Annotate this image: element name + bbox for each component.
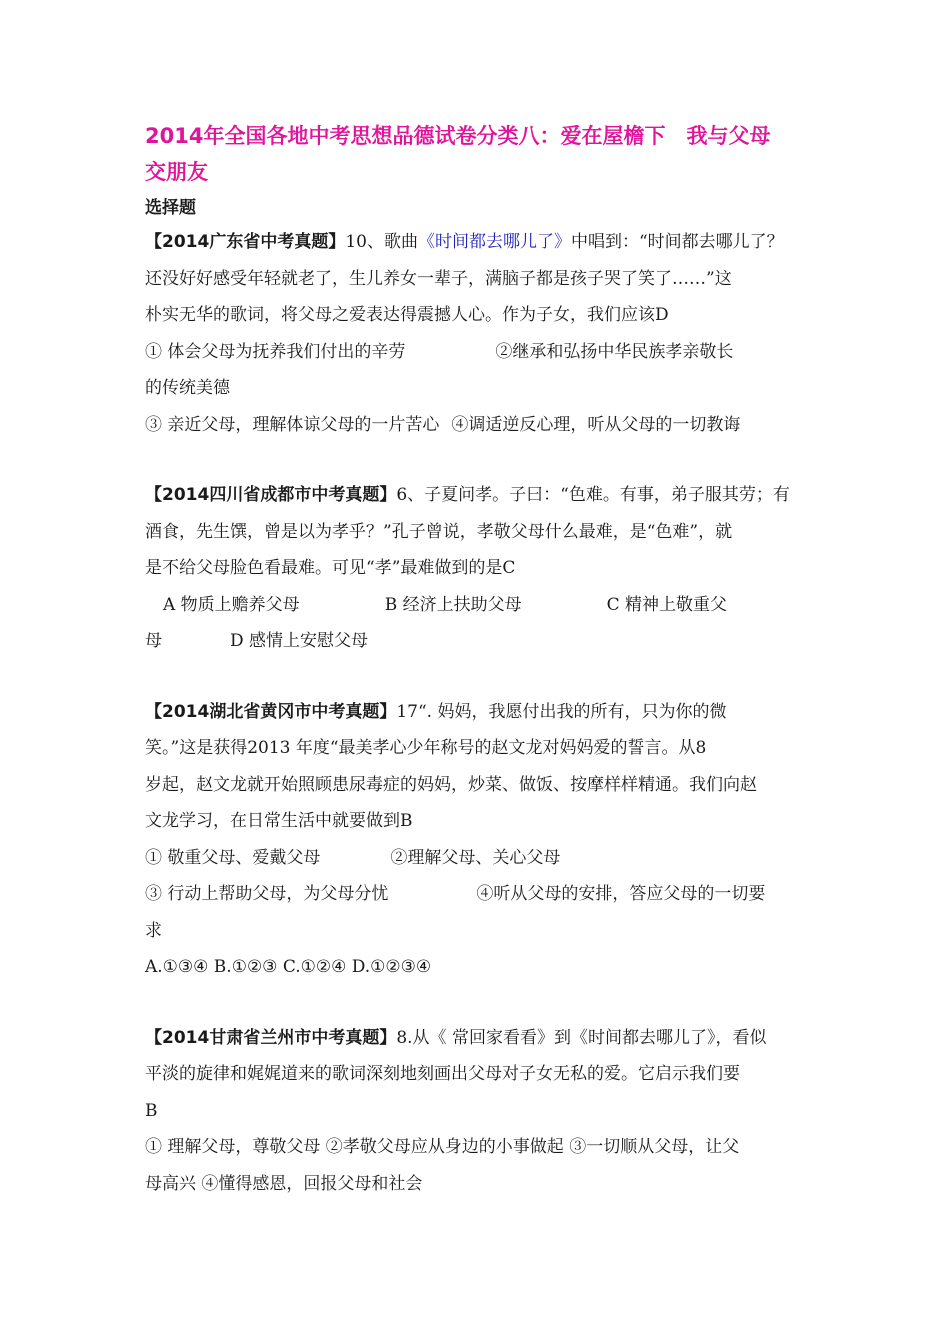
question-1-line-1 [145,224,820,261]
question-3-line-4: 文龙学习，在日常生活中就要做到B [145,811,413,831]
question-2-line-1 [145,477,820,514]
question-3-line-1 [145,694,820,731]
question-1-text-a: 10、歌曲 [345,232,418,252]
option-2: ②继承和弘扬中华民族孝亲敬长 [495,341,734,362]
question-4-source: 【2014甘肃省兰州市中考真题】 [145,1027,397,1048]
question-4-line-1 [145,1020,820,1057]
question-3-source: 【2014湖北省黄冈市中考真题】 [145,701,397,722]
question-3-line-3: 岁起，赵文龙就开始照顾患尿毒症的妈妈，炒菜、做饭、按摩样样精通。我们向赵 [145,774,757,795]
question-3-options-row-1 [145,840,820,877]
question-1 [145,224,820,443]
question-1-line-2: 还没好好感受年轻就老了，生儿养女一辈子，满脑子都是孩子哭了笑了……”这 [145,268,732,289]
question-4 [145,1020,820,1203]
question-1-source: 【2014广东省中考真题】 [145,232,346,252]
question-4-line-2: 平淡的旋律和娓娓道来的歌词深刻地刻画出父母对子女无私的爱。它启示我们要 [145,1064,740,1084]
option-1: ① 敬重父母、爱戴父母 [145,847,321,868]
option-4: ④调适逆反心理，听从父母的一切教诲 [451,414,741,435]
option-2: ②理解父母、关心父母 [390,847,561,868]
question-2-line-2: 酒食，先生馔，曾是以为孝乎？”孔子曾说，孝敬父母什么最难，是“色难”，就 [145,521,733,542]
section-heading: 选择题 [145,198,196,218]
title-line-1: 2014年全国各地中考思想品德试卷分类八：爱在屋檐下 我与父母 [145,124,771,148]
question-2-source: 【2014四川省成都市中考真题】 [145,485,397,505]
question-2-text: 6、子夏问孝。子曰：“色难。有事，弟子服其劳；有 [396,485,790,505]
question-1-text-b: 中唱到：“时间都去哪儿了？ [570,232,784,252]
question-4-options-row-2: 母高兴 ④懂得感恩，回报父母和社会 [145,1173,423,1194]
question-4-answer: B [145,1100,158,1121]
question-4-text: 8.从《 常回家看看》到《时间都去哪儿了》，看似 [396,1027,767,1048]
question-3 [145,694,820,986]
question-1-options-row-2 [145,407,820,444]
question-2 [145,477,820,660]
question-3-text: 17“. 妈妈，我愿付出我的所有，只为你的微 [396,701,727,722]
option-3: ③ 亲近父母，理解体谅父母的一片苦心 [145,414,440,435]
option-2-continued: 的传统美德 [145,378,230,398]
question-2-options-row-2 [145,623,820,660]
title-line-2: 交朋友 [145,160,208,184]
song-title-link[interactable]: 《时间都去哪儿了》 [417,232,571,252]
question-4-options-row-1: ① 理解父母，尊敬父母 ②孝敬父母应从身边的小事做起 ③一切顺从父母，让父 [145,1137,740,1157]
document-title [145,118,820,190]
question-3-options-row-2 [145,876,820,913]
question-3-choices: A.①③④ B.①②③ C.①②④ D.①②③④ [145,957,432,977]
question-2-options-row-1 [145,587,820,624]
question-1-line-3: 朴实无华的歌词，将父母之爱表达得震撼人心。作为子女，我们应该D [145,305,669,325]
question-2-line-3: 是不给父母脸色看最难。可见“孝”最难做到的是C [145,558,516,578]
option-b: B 经济上扶助父母 [384,594,522,615]
option-c-continued: 母 [145,631,162,651]
option-a: A 物质上赡养父母 [163,594,300,615]
option-3: ③ 行动上帮助父母，为父母分忧 [145,884,389,904]
question-1-options-row-1 [145,334,820,371]
option-4-continued: 求 [145,920,162,941]
option-1: ① 体会父母为抚养我们付出的辛劳 [145,341,406,362]
question-3-line-2: 笑。”这是获得2013 年度“最美孝心少年称号的赵文龙对妈妈爱的誓言。从8 [145,738,707,758]
option-c: C 精神上敬重父 [606,594,728,615]
option-4: ④听从父母的安排，答应父母的一切要 [476,884,766,904]
option-d: D 感情上安慰父母 [230,631,369,651]
